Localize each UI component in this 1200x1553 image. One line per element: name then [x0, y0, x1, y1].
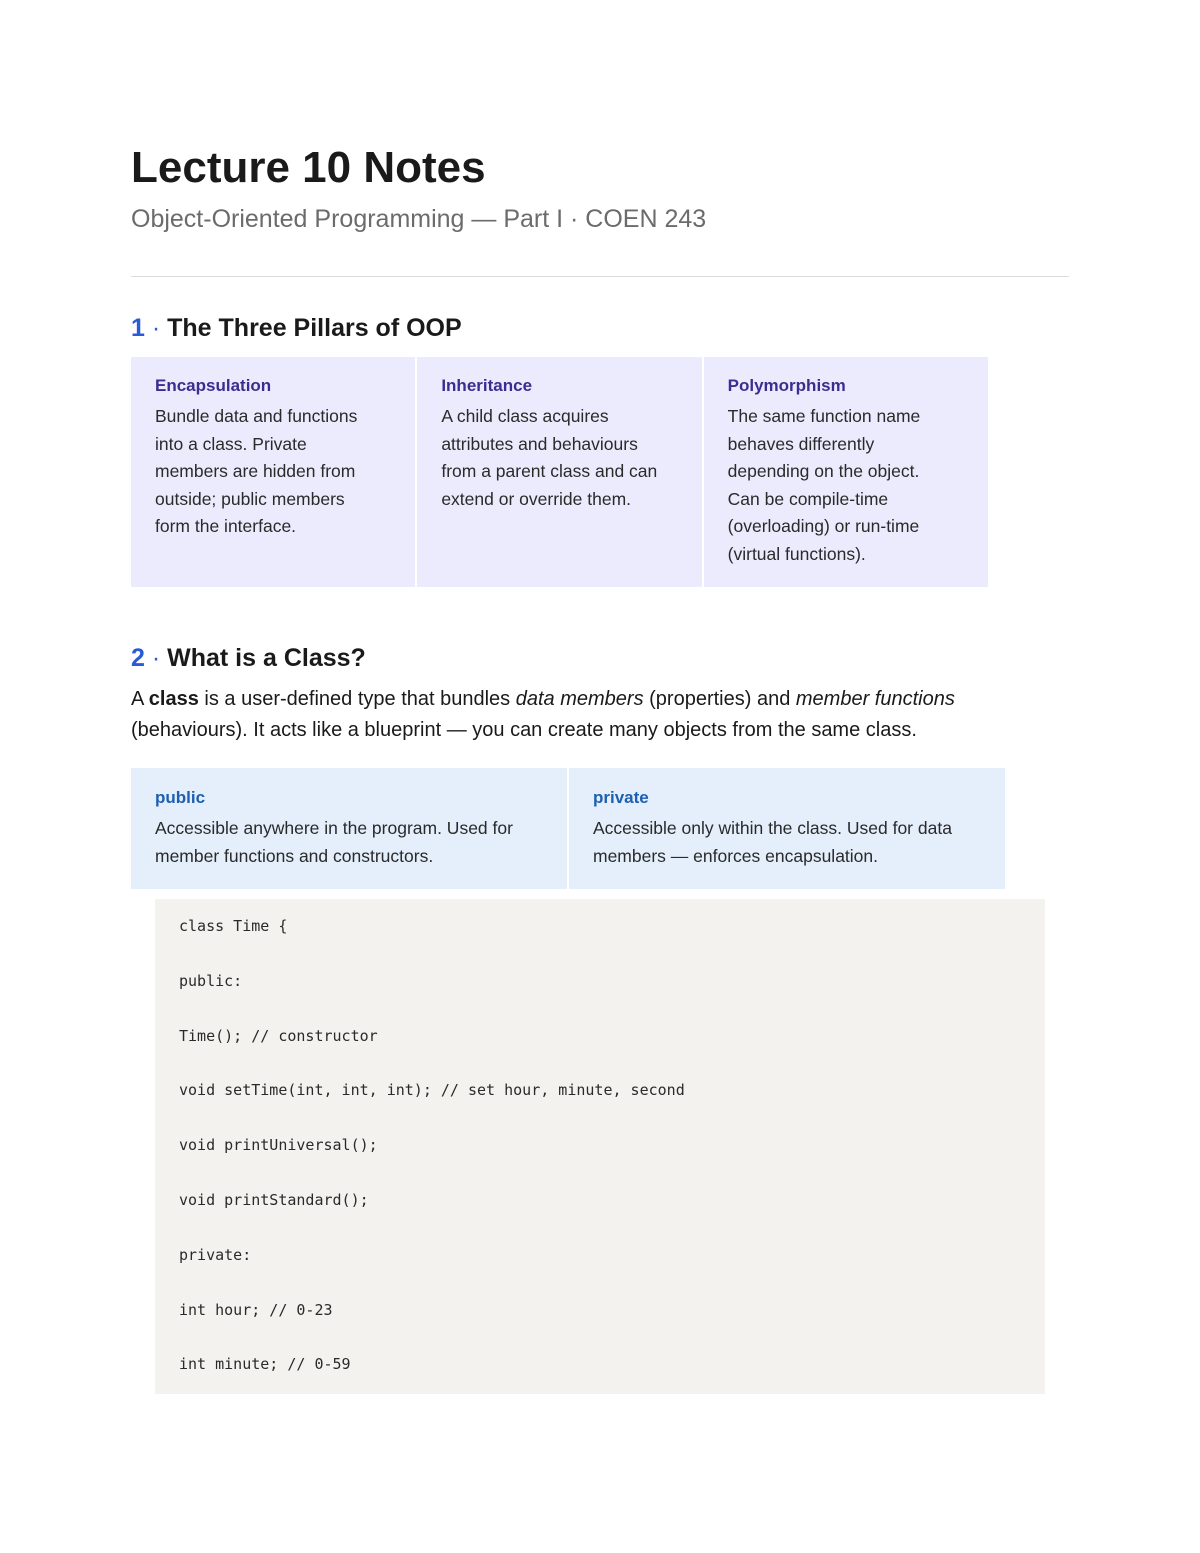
pillar-line: members are hidden from — [155, 461, 356, 481]
pillar-title: Polymorphism — [727, 376, 846, 395]
pillar-line: (overloading) or run-time — [727, 516, 920, 536]
pillar-line: The same function name — [727, 406, 921, 426]
pillar-line: Bundle data and functions — [155, 406, 358, 426]
section-title: The Three Pillars of OOP — [167, 314, 462, 342]
access-description — [155, 814, 547, 870]
access-title: private — [593, 788, 649, 807]
code-line: int hour; // 0-23 — [179, 1300, 333, 1319]
section-separator: · — [151, 644, 161, 672]
code-line: void printUniversal(); — [179, 1136, 378, 1155]
access-card-private — [569, 768, 1005, 889]
pillar-line: extend or override them. — [441, 488, 632, 509]
pillar-line: into a class. Private — [155, 433, 307, 454]
intro-term-member-functions: member functions — [795, 688, 955, 710]
code-line: void setTime(int, int, int); // set hour, minute, second — [179, 1081, 685, 1100]
access-line: Accessible anywhere in the program. Used for — [155, 818, 513, 838]
access-line: Accessible only within the class. Used for data — [593, 818, 952, 838]
pillar-card-inheritance — [417, 357, 701, 587]
pillar-title: Encapsulation — [155, 376, 272, 395]
intro-text: (behaviours). It acts like a blueprint — you can create many objects from the same class. — [131, 719, 917, 741]
access-specifiers-grid — [131, 768, 1005, 889]
code-block — [155, 899, 1045, 1394]
class-intro-paragraph — [131, 684, 1069, 746]
access-line: member functions and constructors. — [155, 846, 434, 866]
pillars-grid — [131, 357, 988, 587]
pillar-title: Inheritance — [441, 376, 533, 395]
pillar-line: from a parent class and can — [441, 461, 658, 481]
section-number: 2 — [131, 644, 145, 672]
pillar-line: (virtual functions). — [727, 543, 866, 564]
code-line: class Time { — [179, 917, 288, 935]
header-divider — [131, 276, 1069, 277]
page-title: Lecture 10 Notes — [131, 143, 486, 192]
section-number: 1 — [131, 314, 145, 342]
access-line: members — enforces encapsulation. — [593, 846, 878, 866]
pillar-line: behaves differently — [727, 433, 875, 454]
code-line: int minute; // 0-59 — [179, 1355, 351, 1374]
access-card-public — [131, 768, 567, 889]
pillar-line: outside; public members — [155, 488, 345, 509]
section-heading-pillars — [131, 312, 462, 344]
page-subtitle: Object-Oriented Programming — Part I · COEN 243 — [131, 205, 707, 233]
code-line: public: — [179, 971, 243, 990]
code-line: Time(); // constructor — [179, 1026, 378, 1045]
intro-text: A — [131, 688, 149, 710]
pillar-line: depending on the object. — [727, 461, 920, 481]
section-heading-class — [131, 642, 366, 674]
pillar-description — [728, 403, 968, 568]
pillar-description — [441, 403, 681, 513]
pillar-description — [155, 403, 395, 541]
section-separator: · — [151, 314, 161, 342]
pillar-line: Can be compile-time — [727, 488, 889, 509]
access-title: public — [155, 788, 206, 807]
code-line: void printStandard(); — [179, 1190, 369, 1209]
pillar-card-encapsulation — [131, 357, 415, 587]
section-title: What is a Class? — [167, 644, 366, 672]
intro-keyword-class: class — [148, 688, 199, 710]
pillar-card-polymorphism — [704, 357, 988, 587]
intro-text: is a user-defined type that bundles — [198, 688, 516, 710]
code-line: private: — [179, 1245, 252, 1264]
access-description — [593, 814, 985, 870]
pillar-line: form the interface. — [155, 516, 297, 536]
pillar-line: A child class acquires — [441, 406, 609, 426]
intro-text: (properties) and — [643, 688, 796, 710]
pillar-line: attributes and behaviours — [441, 433, 638, 454]
intro-term-data-members: data members — [515, 688, 644, 710]
